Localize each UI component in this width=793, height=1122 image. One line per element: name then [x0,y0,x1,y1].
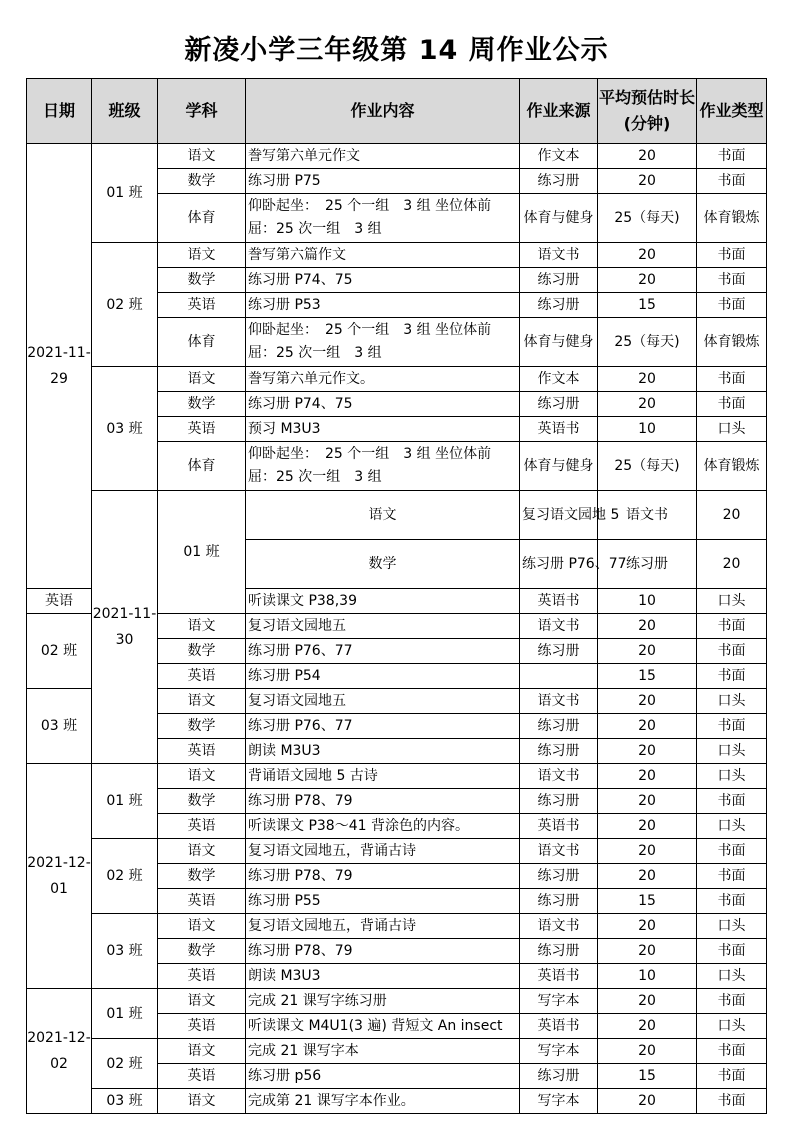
content-cell: 仰卧起坐： 25 个一组 3 组 坐位体前屈：25 次一组 3 组 [246,442,520,491]
subject-cell: 数学 [158,714,246,739]
source-cell: 写字本 [520,1089,598,1114]
source-cell: 练习册 [520,714,598,739]
type-cell: 口头 [697,1014,767,1039]
subject-cell: 语文 [158,614,246,639]
type-cell: 书面 [697,889,767,914]
time-cell: 20 [598,939,697,964]
date-text: 2021-11- [92,606,157,622]
date-text: 01 [50,881,68,897]
subject-cell: 语文 [158,367,246,392]
time-cell: 20 [598,714,697,739]
subject-cell: 语文 [158,243,246,268]
content-cell: 誊写第六单元作文 [246,144,520,169]
content-cell: 背诵语文园地 5 古诗 [246,764,520,789]
class-cell: 03 班 [92,914,158,989]
subject-cell: 体育 [158,194,246,243]
content-cell: 练习册 P75 [246,169,520,194]
source-cell: 练习册 [520,1064,598,1089]
subject-cell: 语文 [158,1039,246,1064]
type-cell: 书面 [697,1039,767,1064]
source-cell: 英语书 [520,1014,598,1039]
source-cell: 练习册 [598,540,697,589]
source-cell: 练习册 [520,789,598,814]
type-cell: 口头 [697,739,767,764]
subject-cell: 体育 [158,318,246,367]
type-cell: 口头 [697,589,767,614]
time-cell: 20 [598,739,697,764]
time-cell: 20 [598,864,697,889]
source-cell [520,664,598,689]
header-type: 作业类型 [697,79,767,144]
time-cell: 20 [598,839,697,864]
class-cell: 03 班 [92,367,158,491]
time-cell: 20 [598,639,697,664]
content-cell: 复习语文园地 5 [520,491,598,540]
subject-cell: 语文 [158,764,246,789]
type-cell: 口头 [697,689,767,714]
table-row [27,1039,767,1064]
table-header-row [27,79,767,144]
subject-cell: 英语 [158,1014,246,1039]
table-row [27,491,767,540]
date-cell [92,491,158,764]
subject-cell: 英语 [158,739,246,764]
source-cell: 英语书 [520,964,598,989]
date-text: 30 [115,632,134,648]
content-cell: 练习册 P54 [246,664,520,689]
homework-table [26,78,767,1114]
time-cell: 25（每天) [598,318,697,367]
content-cell: 朗读 M3U3 [246,739,520,764]
content-cell: 仰卧起坐： 25 个一组 3 组 坐位体前屈：25 次一组 3 组 [246,318,520,367]
subject-cell: 语文 [158,839,246,864]
type-cell: 口头 [697,914,767,939]
source-cell: 练习册 [520,169,598,194]
type-cell: 口头 [697,417,767,442]
class-cell: 01 班 [158,491,246,614]
content-cell: 誊写第六单元作文。 [246,367,520,392]
content-cell: 练习册 P76、77 [520,540,598,589]
source-cell: 练习册 [520,293,598,318]
time-cell: 25（每天) [598,442,697,491]
time-cell: 20 [598,814,697,839]
time-cell: 20 [598,268,697,293]
content-cell: 复习语文园地五，背诵古诗 [246,914,520,939]
type-cell: 书面 [697,839,767,864]
subject-cell: 数学 [158,268,246,293]
time-cell: 10 [598,589,697,614]
source-cell: 英语书 [520,814,598,839]
content-cell: 完成 21 课写字练习册 [246,989,520,1014]
source-cell: 练习册 [520,268,598,293]
type-cell: 书面 [697,392,767,417]
date-text: 29 [50,371,68,387]
content-cell: 练习册 P78、79 [246,939,520,964]
date-text: 02 [50,1056,68,1072]
time-cell: 20 [598,392,697,417]
type-cell: 口头 [697,814,767,839]
date-cell [27,764,92,989]
type-cell: 书面 [697,614,767,639]
content-cell: 复习语文园地五 [246,689,520,714]
subject-cell: 英语 [27,589,92,614]
subject-cell: 语文 [158,989,246,1014]
class-cell: 01 班 [92,764,158,839]
time-cell: 20 [598,1014,697,1039]
header-date: 日期 [27,79,92,144]
source-cell: 体育与健身 [520,318,598,367]
subject-cell: 英语 [158,293,246,318]
time-cell: 20 [598,764,697,789]
content-cell: 誊写第六篇作文 [246,243,520,268]
source-cell: 作文本 [520,367,598,392]
date-cell [27,144,92,589]
header-class: 班级 [92,79,158,144]
subject-cell: 数学 [158,169,246,194]
time-cell: 20 [598,169,697,194]
type-cell: 体育锻炼 [697,194,767,243]
type-cell: 书面 [697,367,767,392]
time-cell: 20 [598,1039,697,1064]
time-cell: 15 [598,664,697,689]
subject-cell: 英语 [158,964,246,989]
class-cell: 02 班 [27,614,92,689]
content-cell: 听读课文 P38,39 [246,589,520,614]
content-cell: 仰卧起坐： 25 个一组 3 组 坐位体前屈：25 次一组 3 组 [246,194,520,243]
source-cell: 练习册 [520,739,598,764]
header-time: 平均预估时长(分钟) [598,79,697,144]
source-cell: 练习册 [520,639,598,664]
time-cell: 10 [598,964,697,989]
subject-cell: 语文 [158,689,246,714]
date-text: 2021-12- [27,1030,91,1046]
type-cell: 书面 [697,1089,767,1114]
type-cell: 书面 [697,169,767,194]
content-cell: 练习册 P74、75 [246,268,520,293]
source-cell: 练习册 [520,864,598,889]
content-cell: 听读课文 P38～41 背涂色的内容。 [246,814,520,839]
table-row [27,144,767,169]
source-cell: 英语书 [520,589,598,614]
content-cell: 练习册 P78、79 [246,864,520,889]
type-cell: 口头 [697,764,767,789]
subject-cell: 语文 [158,144,246,169]
subject-cell: 英语 [158,889,246,914]
type-cell: 体育锻炼 [697,442,767,491]
time-cell: 25（每天) [598,194,697,243]
type-cell: 书面 [697,639,767,664]
time-cell: 20 [598,989,697,1014]
table-row [27,1089,767,1114]
type-cell: 书面 [697,243,767,268]
type-cell: 书面 [697,939,767,964]
class-cell: 03 班 [27,689,92,764]
subject-cell: 英语 [158,1064,246,1089]
table-body [27,144,767,1114]
subject-cell: 数学 [158,939,246,964]
time-cell: 20 [598,789,697,814]
content-cell: 听读课文 M4U1(3 遍) 背短文 An insect [246,1014,520,1039]
header-source: 作业来源 [520,79,598,144]
time-cell: 20 [598,144,697,169]
source-cell: 作文本 [520,144,598,169]
type-cell: 书面 [697,144,767,169]
table-row [27,764,767,789]
content-cell: 练习册 P55 [246,889,520,914]
class-cell: 01 班 [92,144,158,243]
type-cell: 书面 [697,989,767,1014]
content-cell: 练习册 p56 [246,1064,520,1089]
source-cell: 语文书 [520,914,598,939]
source-cell: 练习册 [520,392,598,417]
subject-cell: 数学 [158,864,246,889]
table-row [27,839,767,864]
time-cell: 15 [598,293,697,318]
type-cell: 体育锻炼 [697,318,767,367]
class-cell: 02 班 [92,243,158,367]
source-cell: 语文书 [598,491,697,540]
header-subject: 学科 [158,79,246,144]
source-cell: 语文书 [520,764,598,789]
source-cell: 体育与健身 [520,442,598,491]
content-cell: 复习语文园地五，背诵古诗 [246,839,520,864]
type-cell: 书面 [697,293,767,318]
subject-cell: 数学 [158,392,246,417]
subject-cell: 体育 [158,442,246,491]
source-cell: 语文书 [520,839,598,864]
source-cell: 语文书 [520,689,598,714]
content-cell: 复习语文园地五 [246,614,520,639]
type-cell: 书面 [697,864,767,889]
subject-cell: 语文 [158,914,246,939]
source-cell: 语文书 [520,243,598,268]
source-cell: 写字本 [520,989,598,1014]
content-cell: 练习册 P78、79 [246,789,520,814]
date-cell [27,989,92,1114]
source-cell: 英语书 [520,417,598,442]
source-cell: 练习册 [520,889,598,914]
table-row [27,989,767,1014]
content-cell: 练习册 P76、77 [246,714,520,739]
type-cell: 书面 [697,664,767,689]
subject-cell: 语文 [246,491,520,540]
subject-cell: 英语 [158,417,246,442]
source-cell: 体育与健身 [520,194,598,243]
time-cell: 10 [598,417,697,442]
subject-cell: 数学 [246,540,520,589]
subject-cell: 英语 [158,664,246,689]
type-cell: 书面 [697,714,767,739]
subject-cell: 数学 [158,789,246,814]
content-cell: 预习 M3U3 [246,417,520,442]
content-cell: 练习册 P76、77 [246,639,520,664]
class-cell: 02 班 [92,839,158,914]
type-cell: 书面 [697,789,767,814]
class-cell: 03 班 [92,1089,158,1114]
type-cell: 书面 [697,268,767,293]
subject-cell: 数学 [158,639,246,664]
table-row [27,914,767,939]
subject-cell: 英语 [158,814,246,839]
time-cell: 15 [598,889,697,914]
date-text: 2021-11- [27,345,91,361]
time-cell: 20 [598,243,697,268]
source-cell: 语文书 [520,614,598,639]
content-cell: 练习册 P74、75 [246,392,520,417]
time-cell: 20 [697,491,767,540]
time-cell: 15 [598,1064,697,1089]
subject-cell: 语文 [158,1089,246,1114]
content-cell: 朗读 M3U3 [246,964,520,989]
time-cell: 20 [598,614,697,639]
source-cell: 写字本 [520,1039,598,1064]
content-cell: 完成第 21 课写字本作业。 [246,1089,520,1114]
time-cell: 20 [598,1089,697,1114]
date-text: 2021-12- [27,855,91,871]
type-cell: 书面 [697,1064,767,1089]
content-cell: 完成 21 课写字本 [246,1039,520,1064]
time-cell: 20 [598,367,697,392]
time-cell: 20 [697,540,767,589]
time-cell: 20 [598,914,697,939]
page-title: 新凌小学三年级第 14 周作业公示 [184,35,609,66]
table-row [27,243,767,268]
time-cell: 20 [598,689,697,714]
class-cell: 01 班 [92,989,158,1039]
source-cell: 练习册 [520,939,598,964]
content-cell: 练习册 P53 [246,293,520,318]
table-row [27,367,767,392]
type-cell: 口头 [697,964,767,989]
header-content: 作业内容 [246,79,520,144]
class-cell: 02 班 [92,1039,158,1089]
